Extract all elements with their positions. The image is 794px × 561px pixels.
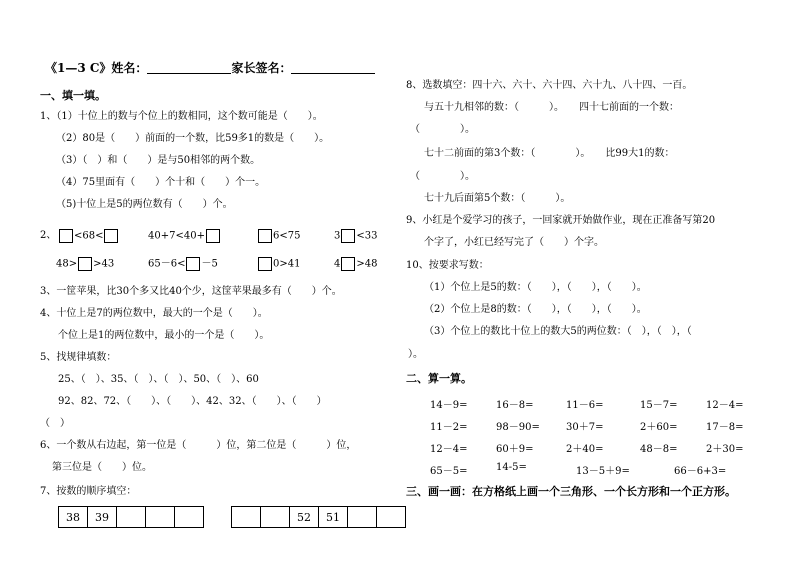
table-cell[interactable] [232, 507, 261, 528]
answer-box[interactable] [59, 229, 73, 243]
worksheet-title [45, 62, 375, 74]
equation: 2＋60= [640, 422, 678, 433]
name-blank[interactable] [147, 62, 231, 74]
q1-line-2: （2）80是（ ）前面的一个数，比59多1的数是（ ）。 [56, 133, 330, 144]
table-cell[interactable] [117, 507, 146, 528]
equation: 98－90= [496, 422, 540, 433]
q8-line-5: （ ）。 [410, 171, 475, 182]
answer-box[interactable] [258, 257, 272, 271]
equation: 14-5= [496, 462, 527, 473]
q8-line-6: 七十九后面第5个数：（ ）。 [424, 193, 571, 204]
q8-line-2: 与五十九相邻的数：（ ）。 四十七前面的一个数： [424, 102, 679, 113]
q2-item-7: 0>41 [257, 257, 300, 272]
equation: 13－5＋9= [576, 466, 630, 477]
q4-line-2: 个位上是1的两位数中，最小的一个是（ ）。 [58, 330, 270, 341]
q10-line-3: （2）个位上是8的数：（ ），（ ），（ ）。 [424, 304, 647, 315]
q7-heading: 7、按数的顺序填空： [40, 486, 137, 497]
q8-line-1: 8、选数填空：四十六、六十、六十四、六十九、八十四、一百。 [406, 80, 693, 91]
equation: 2＋30= [706, 444, 744, 455]
q3-line: 3、一筐苹果，比30个多又比40个少，这筐苹果最多有（ ）个。 [40, 286, 342, 297]
answer-box[interactable] [341, 229, 355, 243]
parent-sign-blank[interactable] [291, 62, 375, 74]
q4-line-1: 4、十位上是7的两位数中，最大的一个是（ ）。 [40, 308, 268, 319]
equation: 12－4= [706, 400, 744, 411]
answer-box[interactable] [186, 257, 200, 271]
q5-line-3: （ ） [40, 418, 70, 429]
answer-box[interactable] [206, 229, 220, 243]
table-cell: 39 [88, 507, 117, 528]
q2-item-6: 65－6< －5 [148, 258, 218, 270]
equation: 17－8= [706, 422, 744, 433]
q6-line-1: 6、一个数从右边起，第一位是（ ）位，第二位是（ ）位， [40, 440, 357, 451]
q9-line-2: 个字了，小红已经写完了（ ）个字。 [424, 237, 604, 248]
q2-item-2: 40+7<40+ [148, 229, 221, 244]
answer-box[interactable] [341, 257, 355, 271]
answer-box[interactable] [104, 229, 118, 243]
equation: 48－8= [640, 444, 678, 455]
q2-item-5: 48> >43 [56, 258, 115, 270]
q10-line-1: 10、按要求写数： [406, 260, 489, 271]
q9-line-1: 9、小红是个爱学习的孩子，一回家就开始做作业，现在正准备写第20 [406, 215, 716, 226]
q5-line-2: 92、82、72、（ ）、（ ）、42、32、（ ）、（ ） [58, 396, 327, 407]
q10-line-5: ）。 [408, 349, 423, 360]
equation: 15－7= [640, 400, 678, 411]
equation: 11－2= [430, 422, 468, 433]
equation: 65－5= [430, 466, 468, 477]
q2-item-1: <68< [58, 229, 119, 244]
q10-line-2: （1）个位上是5的数：（ ），（ ），（ ）。 [424, 282, 647, 293]
table-cell[interactable] [377, 507, 406, 528]
q8-line-4: 七十二前面的第3个数：（ ）。 比99大1的数： [424, 148, 675, 159]
table-cell: 51 [319, 507, 348, 528]
section-1-heading: 一、填一填。 [40, 89, 106, 102]
answer-box[interactable] [258, 229, 272, 243]
equation: 11－6= [566, 400, 604, 411]
equation: 66－6+3= [674, 466, 727, 477]
q8-line-3: （ ）。 [410, 124, 475, 135]
equation: 16－8= [496, 400, 534, 411]
table-cell: 38 [59, 507, 88, 528]
table-cell[interactable] [261, 507, 290, 528]
q1-line-5: （5)十位上是5的两位数有（ ）个。 [56, 199, 233, 210]
q1-line-4: （4）75里面有（ ）个十和（ ）个一。 [56, 177, 266, 188]
section-2-heading: 二、算一算。 [406, 372, 472, 385]
table-cell: 52 [290, 507, 319, 528]
q2-item-8: 4 >48 [334, 258, 378, 270]
parent-sign-label: 家长签名： [231, 61, 292, 75]
answer-box[interactable] [78, 257, 92, 271]
equation: 2＋40= [566, 444, 604, 455]
q2-label: 2、 [40, 230, 57, 241]
q2-item-4: 3 <33 [334, 230, 378, 242]
table-cell[interactable] [175, 507, 204, 528]
sequence-table-2 [231, 506, 406, 528]
table-cell[interactable] [146, 507, 175, 528]
table-cell[interactable] [348, 507, 377, 528]
equation: 30＋7= [566, 422, 604, 433]
q2-item-3: 6<75 [257, 229, 300, 244]
q1-line-1: 1、（1）十位上的数与个位上的数相同，这个数可能是（ ）。 [40, 111, 323, 122]
q5-heading: 5、找规律填数： [40, 352, 117, 363]
equation: 12－4= [430, 444, 468, 455]
equation: 14－9= [430, 400, 468, 411]
sequence-table-1 [58, 506, 204, 528]
section-3-heading: 三、画一画：在方格纸上画一个三角形、一个长方形和一个正方形。 [406, 485, 736, 498]
q5-line-1: 25、（ ）、35、（ ）、（ ）、50、（ ）、60 [58, 374, 259, 385]
q1-line-3: （3）（ ）和（ ）是与50相邻的两个数。 [56, 155, 261, 166]
q10-line-4: （3）个位上的数比十位上的数大5的两位数：（ ），（ ），（ [424, 326, 692, 337]
title-prefix: 《1—3 C》姓名： [45, 61, 148, 75]
q6-line-2: 第三位是（ ）位。 [52, 462, 152, 473]
equation: 60＋9= [496, 444, 534, 455]
